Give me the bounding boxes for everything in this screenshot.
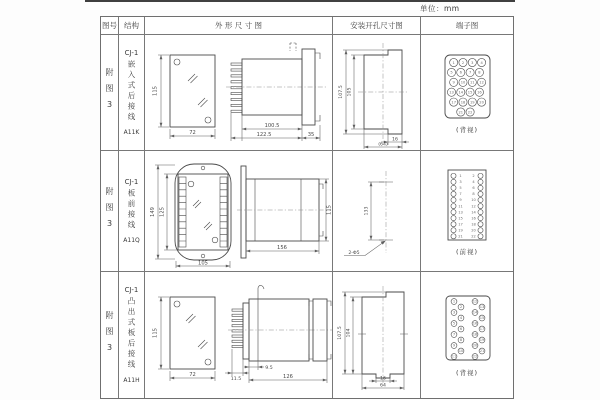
dim-height-outer: 107.5 (337, 326, 343, 340)
dim-front-depth: 35 (307, 131, 314, 138)
svg-text:15: 15 (479, 316, 485, 321)
svg-text:7: 7 (468, 70, 472, 75)
svg-text:5: 5 (452, 321, 456, 326)
unit-label: 单位：mm (420, 4, 460, 13)
svg-text:10: 10 (460, 80, 466, 85)
terminal-diagram-a11h (438, 293, 496, 365)
side-view (237, 166, 333, 258)
hook (258, 285, 264, 299)
structure-cell-a11h (119, 272, 145, 398)
svg-text:17: 17 (451, 99, 456, 104)
glass-hatch (193, 200, 212, 230)
svg-text:12: 12 (479, 80, 484, 85)
svg-text:3: 3 (471, 60, 474, 65)
svg-text:21: 21 (458, 234, 463, 239)
svg-text:13: 13 (449, 90, 454, 94)
holes-count-label: 2-Φ5 (347, 250, 360, 256)
type-code-label: A11H (123, 376, 140, 384)
wiring-type-label: 凸出式板后接线 (127, 297, 136, 371)
svg-text:16: 16 (472, 321, 478, 326)
svg-text:14: 14 (471, 210, 476, 215)
terminal-circles (451, 299, 485, 360)
figure-no-cell (101, 151, 119, 272)
svg-text:8: 8 (472, 192, 475, 197)
dim-side-length: 156 (276, 244, 287, 251)
header-outline: 外 形 尺 寸 图 (145, 17, 333, 35)
front-view (152, 55, 215, 139)
svg-text:21: 21 (458, 109, 464, 114)
svg-text:1: 1 (459, 174, 462, 178)
dim-height-outer: 107.5 (338, 84, 344, 99)
hole-marks (379, 182, 393, 240)
figure-no-cell (101, 35, 119, 151)
terminal-diagram-a11q (440, 166, 494, 244)
svg-text:3: 3 (459, 180, 462, 185)
dim-side-height: 115 (326, 204, 332, 215)
mounting-drawing-cell-a11q (333, 151, 421, 272)
header-mounting: 安装开孔尺寸图 (333, 17, 421, 35)
front-view (150, 164, 231, 268)
model-label: CJ-1 (124, 49, 139, 57)
dim-plate-gap: 9.5 (264, 365, 273, 371)
svg-text:4: 4 (459, 316, 463, 321)
svg-text:22: 22 (472, 354, 478, 359)
terminal-view-label: (背视) (455, 125, 479, 134)
svg-text:18: 18 (460, 99, 466, 104)
svg-text:4: 4 (480, 60, 483, 65)
svg-text:11: 11 (470, 80, 475, 85)
header-terminal: 端子图 (421, 17, 513, 35)
svg-text:15: 15 (458, 216, 463, 221)
terminal-diagram-a11k (438, 52, 496, 122)
dim-front-height: 115 (152, 85, 158, 96)
svg-text:15: 15 (467, 90, 473, 94)
dim-height-inner: 105 (347, 87, 352, 96)
figure-no-text: 附图3 (105, 310, 114, 360)
svg-text:14: 14 (472, 310, 478, 315)
outline-drawing-cell-a11h (145, 272, 333, 398)
model-label: CJ-1 (124, 286, 139, 295)
svg-text:16: 16 (471, 216, 476, 221)
dim-terminal-depth: 11.5 (230, 377, 241, 382)
svg-text:8: 8 (478, 70, 481, 75)
page-top-rule (85, 0, 515, 2)
dim-width-inner: 16 (379, 376, 386, 382)
svg-text:2: 2 (459, 305, 463, 310)
dim-front-height-outer: 149 (149, 206, 156, 217)
svg-text:18: 18 (471, 222, 476, 227)
svg-text:5: 5 (450, 70, 453, 75)
svg-text:6: 6 (459, 70, 462, 75)
header-structure: 结构 (119, 17, 145, 35)
svg-text:7: 7 (452, 332, 456, 337)
svg-text:2: 2 (472, 174, 475, 178)
glass-hatch (188, 74, 208, 107)
terminal-view-label: (背视) (455, 369, 479, 377)
svg-text:16: 16 (477, 90, 482, 94)
svg-text:21: 21 (479, 349, 485, 354)
figure-no-text: 附图3 (105, 68, 114, 117)
side-view (226, 43, 328, 141)
svg-text:14: 14 (458, 90, 464, 94)
mounting-drawing-a11h (334, 279, 420, 391)
svg-text:5: 5 (459, 186, 462, 191)
dim-height-inner: 104 (346, 328, 351, 338)
svg-text:13: 13 (458, 210, 463, 215)
terminal-cell-a11q (421, 151, 513, 272)
svg-text:17: 17 (479, 327, 485, 332)
svg-text:18: 18 (472, 332, 478, 337)
svg-text:11: 11 (458, 204, 463, 209)
retaining-clip (290, 43, 296, 51)
svg-text:22: 22 (471, 234, 476, 239)
dim-width-outer: (64) (377, 141, 388, 147)
dim-front-width: 72 (188, 372, 196, 379)
model-label: CJ-1 (124, 178, 139, 186)
svg-text:6: 6 (472, 186, 475, 191)
dim-front-width: 105 (197, 259, 208, 266)
svg-text:8: 8 (459, 338, 463, 343)
type-code-label: A11Q (123, 237, 140, 244)
dim-depth-total: 122.5 (256, 131, 271, 138)
svg-text:1: 1 (452, 299, 456, 304)
dim-front-width: 72 (188, 129, 196, 136)
front-view (152, 297, 215, 381)
dim-front-height: 115 (152, 328, 158, 338)
dim-front-height-inner: 125 (159, 206, 165, 217)
terminal-cell-a11k (421, 35, 513, 151)
dim-body-length: 126 (282, 374, 293, 380)
svg-text:20: 20 (479, 99, 484, 104)
terminal-view-label: (前视) (455, 248, 479, 256)
svg-text:10: 10 (458, 349, 464, 354)
outline-drawing-a11h (146, 279, 332, 391)
figure-no-text: 附图3 (105, 186, 114, 236)
svg-text:9: 9 (459, 198, 462, 203)
dim-hole-spacing: 133 (364, 206, 369, 216)
mounting-drawing-a11q (334, 155, 420, 267)
outline-drawing-cell-a11q (145, 151, 333, 272)
svg-text:4: 4 (472, 180, 475, 185)
figure-no-cell (101, 272, 119, 398)
mounting-drawing-cell-a11k (333, 35, 421, 151)
svg-text:19: 19 (470, 99, 475, 104)
structure-cell-a11q (119, 151, 145, 272)
outline-drawing-a11q (145, 154, 333, 269)
dim-width-inner: 16 (391, 136, 398, 142)
wiring-type-label: 嵌入式后接线 (127, 60, 136, 123)
svg-text:2: 2 (461, 60, 465, 65)
svg-text:3: 3 (452, 310, 456, 315)
dim-width-outer: 64 (379, 383, 386, 389)
svg-text:10: 10 (471, 198, 476, 203)
svg-text:7: 7 (459, 192, 462, 197)
dimension-table (100, 16, 514, 399)
svg-text:22: 22 (467, 109, 473, 114)
wiring-type-label: 板前接线 (127, 189, 136, 231)
svg-text:6: 6 (459, 327, 463, 332)
svg-text:1: 1 (452, 60, 455, 65)
terminal-cell-a11h (421, 272, 513, 398)
mounting-drawing-cell-a11h (333, 272, 421, 398)
svg-text:12: 12 (472, 299, 478, 304)
svg-text:13: 13 (479, 305, 485, 310)
svg-text:11: 11 (451, 354, 457, 359)
svg-text:20: 20 (472, 343, 478, 348)
header-figure-no: 图号 (101, 17, 119, 35)
terminal-circles (451, 173, 483, 239)
outline-drawing-cell-a11k (145, 35, 333, 151)
svg-text:9: 9 (452, 343, 456, 348)
svg-text:19: 19 (458, 228, 463, 233)
glass-hatch (186, 314, 208, 349)
svg-text:20: 20 (471, 228, 476, 233)
svg-text:17: 17 (458, 222, 463, 227)
svg-text:9: 9 (452, 80, 455, 85)
side-view (225, 285, 332, 383)
outline-drawing-a11k (146, 37, 332, 149)
dim-depth-body: 100.5 (264, 122, 279, 129)
terminal-circles (447, 58, 485, 116)
svg-text:19: 19 (479, 338, 485, 343)
svg-text:12: 12 (471, 204, 476, 209)
structure-cell-a11k (119, 35, 145, 151)
type-code-label: A11K (123, 129, 140, 136)
mounting-drawing-a11k (334, 37, 420, 149)
